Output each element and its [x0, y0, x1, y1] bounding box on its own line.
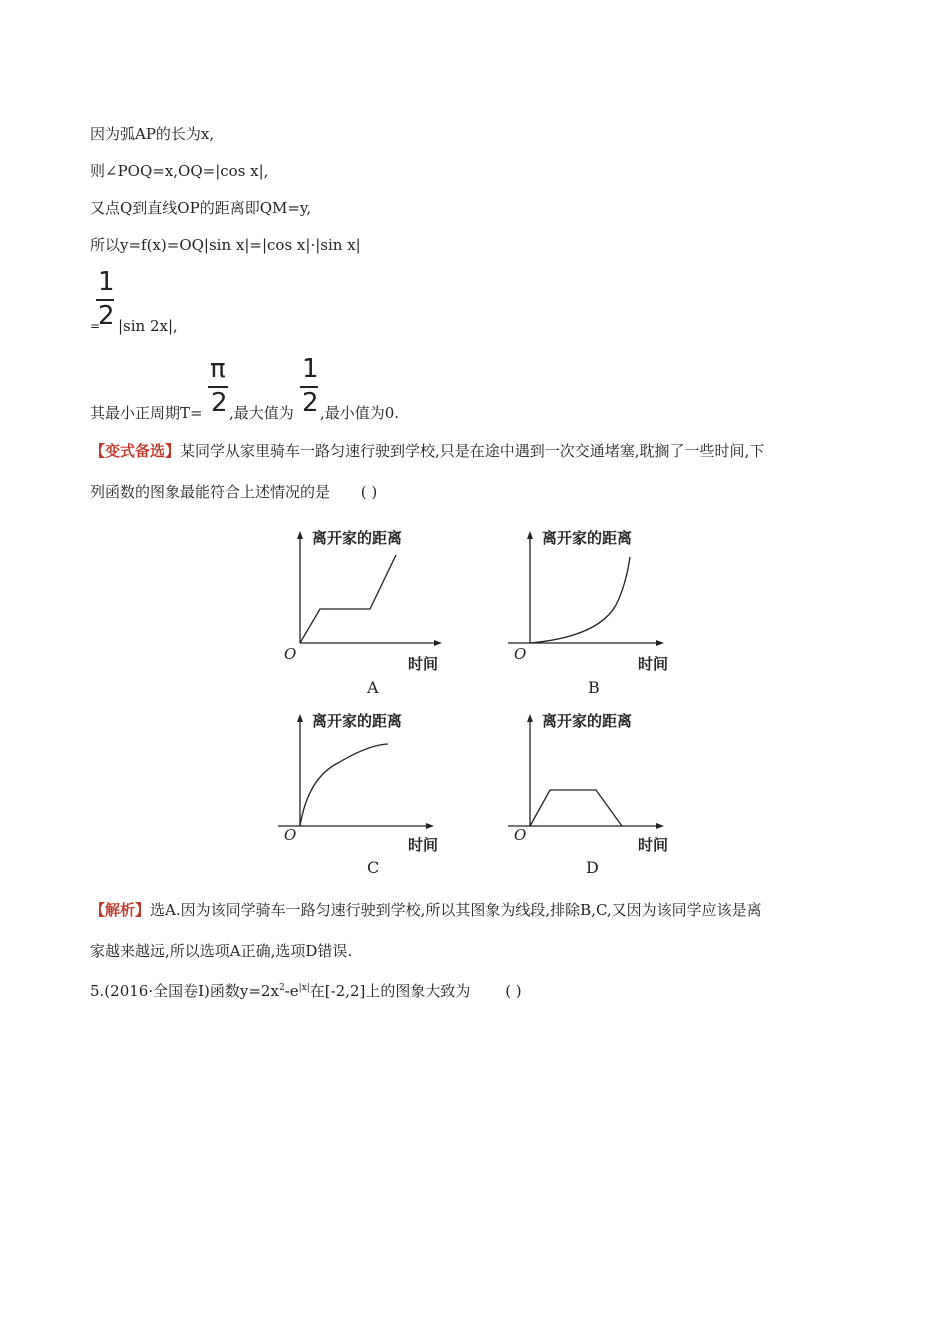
period-line-part-a: 其最小正周期T=: [90, 404, 203, 422]
solution-line-2: 则∠POQ=x,OQ=|cos x|,: [90, 162, 269, 180]
graph-d: [508, 708, 688, 862]
solution-line-5-prefix: =: [90, 319, 101, 333]
variant-question-line-2: [90, 482, 377, 502]
graph-b: [508, 525, 688, 679]
q5-text-c: 在[-2,2]上的图象大致为: [309, 982, 471, 1000]
y-axis-arrow: [527, 531, 533, 539]
y-axis-arrow: [297, 714, 303, 722]
variant-question-line-1: [90, 441, 764, 461]
origin-label: O: [514, 826, 527, 844]
y-axis-label: 离开家的距离: [542, 712, 633, 730]
fraction-pi-numerator: π: [210, 354, 226, 384]
variant-text-1: 某同学从家里骑车一路匀速行驶到学校,只是在途中遇到一次交通堵塞,耽搁了一些时间,下: [180, 442, 765, 460]
caption-c: C: [367, 858, 380, 877]
caption-a: A: [367, 678, 379, 697]
variant-tag: 【变式备选】: [90, 442, 181, 460]
graph-a: [278, 525, 458, 679]
y-axis-arrow: [297, 531, 303, 539]
fraction-half-numerator: 1: [98, 267, 115, 297]
fraction-pi-denominator: 2: [211, 388, 228, 418]
analysis-text-1: 选A.因为该同学骑车一路匀速行驶到学校,所以其图象为线段,排除B,C,又因为该同学应该是离: [150, 901, 762, 919]
caption-b: B: [588, 678, 600, 697]
origin-label: O: [284, 645, 297, 663]
curve-b: [530, 557, 630, 643]
x-axis-arrow: [434, 640, 442, 646]
caption-d: D: [586, 858, 599, 877]
solution-line-3: 又点Q到直线OP的距离即QM=y,: [90, 199, 312, 217]
curve-d: [530, 790, 622, 826]
y-axis-label: 离开家的距离: [312, 529, 403, 547]
curve-c: [300, 744, 388, 826]
analysis-tag: 【解析】: [90, 901, 151, 919]
answer-bracket: ( ): [360, 483, 378, 501]
fraction-half-denominator: 2: [98, 301, 115, 331]
origin-label: O: [284, 826, 297, 844]
fraction-max-denominator: 2: [302, 388, 319, 418]
period-line-part-b: ,最大值为: [229, 404, 294, 422]
x-axis-arrow: [426, 823, 434, 829]
solution-line-1: 因为弧AP的长为x,: [90, 125, 215, 143]
x-axis-arrow: [656, 823, 664, 829]
q5-answer-bracket: ( ): [505, 982, 522, 1000]
q5-sup-2: |x|: [298, 983, 310, 993]
question-5: [90, 978, 522, 1001]
y-axis-arrow: [527, 714, 533, 722]
analysis-line-1: [90, 900, 762, 920]
variant-text-2: 列函数的图象最能符合上述情况的是: [90, 483, 331, 501]
q5-text-a: 5.(2016·全国卷Ⅰ)函数y=2x: [90, 982, 279, 1000]
x-axis-label: 时间: [408, 655, 439, 673]
q5-text-b: -e: [284, 982, 299, 1000]
period-line-part-c: ,最小值为0.: [320, 404, 400, 422]
x-axis-arrow: [656, 640, 664, 646]
origin-label: O: [514, 645, 527, 663]
graph-c: [278, 708, 458, 862]
x-axis-label: 时间: [408, 836, 439, 854]
curve-a: [300, 555, 396, 643]
fraction-max-numerator: 1: [302, 354, 319, 384]
y-axis-label: 离开家的距离: [542, 529, 633, 547]
y-axis-label: 离开家的距离: [312, 712, 403, 730]
solution-line-5: |sin 2x|,: [118, 317, 178, 335]
analysis-line-2: 家越来越远,所以选项A正确,选项D错误.: [90, 942, 353, 960]
x-axis-label: 时间: [638, 655, 669, 673]
x-axis-label: 时间: [638, 836, 669, 854]
solution-line-4: 所以y=f(x)=OQ|sin x|=|cos x|·|sin x|: [90, 236, 361, 254]
q5-sup-1: 2: [278, 983, 285, 993]
